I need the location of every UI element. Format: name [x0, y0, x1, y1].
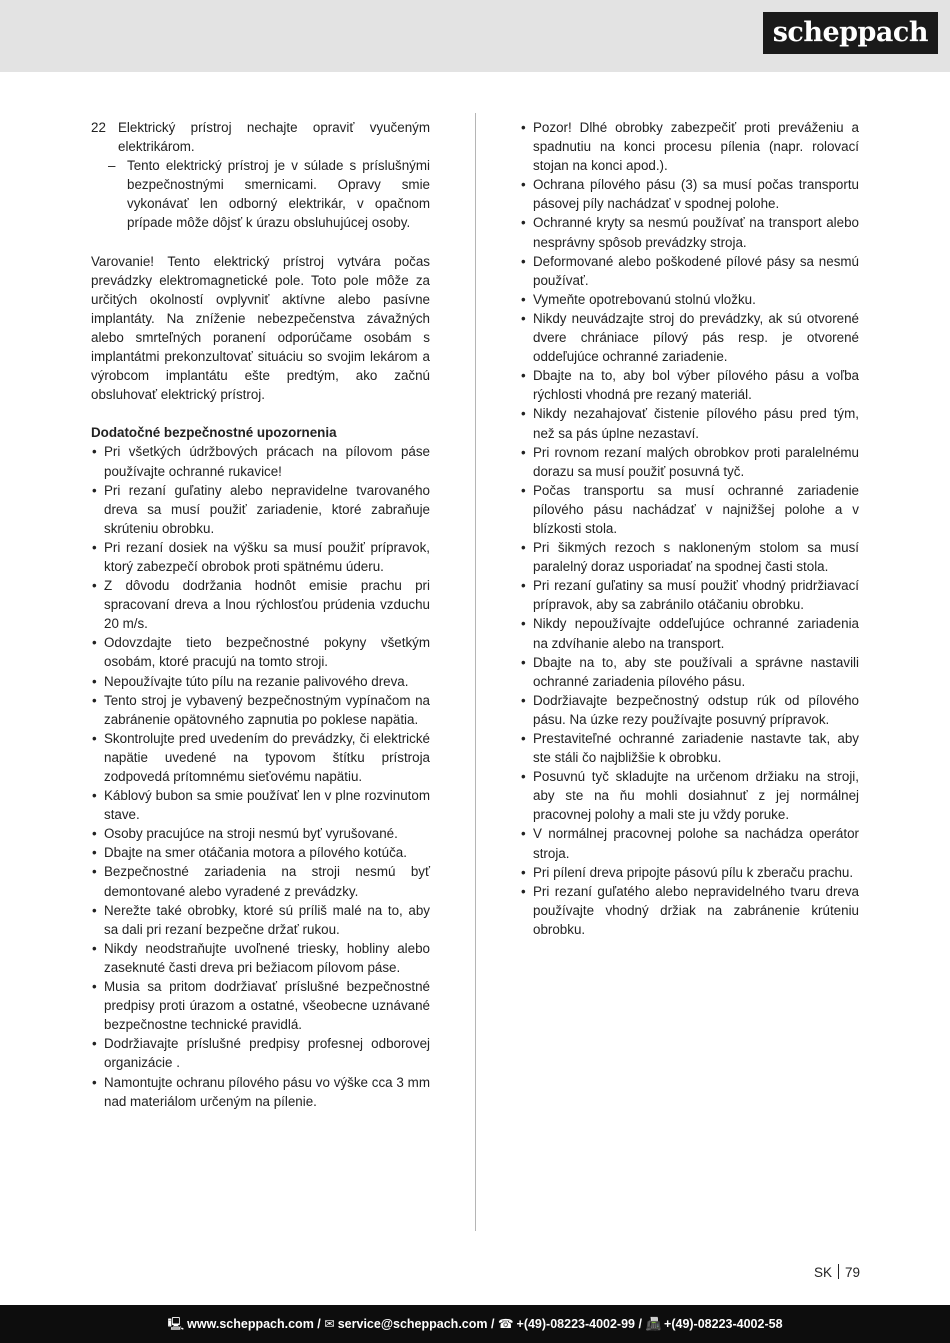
list-item: • Pri rovnom rezaní malých obrobkov proti paralelnému dorazu sa musí použiť posuvná tyč.	[520, 443, 859, 481]
list-item: • Namontujte ochranu pílového pásu vo výške cca 3 mm nad materiálom určeným na pílenie.	[91, 1073, 430, 1111]
list-item: • Posuvnú tyč skladujte na určenom držiaku na stroji, aby ste na ňu mohli dosiahnuť z jej normálnej pracovnej polohy a mali ste ju vždy poruke.	[520, 767, 859, 824]
list-item: • Nerežte také obrobky, ktoré sú príliš malé na to, aby sa dali pri rezaní bezpečne držať rukou.	[91, 901, 430, 939]
list-item: • Dbajte na to, aby bol výber pílového pásu a voľba rýchlosti vhodná pre rezaný materiál.	[520, 366, 859, 404]
warning-paragraph: Varovanie! Tento elektrický prístroj vytvára počas prevádzky elektromagnetické pole. Toto pole môže za určitých okolností ovplyvniť aktívne alebo pasívne implantáty. Na zníženie nebezpečenstva závažných alebo smrteľných poranení odporúčame osobám s implantátmi prekonzultovať situáciu so svojim lekárom a výrobcom implantátu ešte predtým, ako začnú obsluhovať elektrický prístroj.	[91, 253, 430, 403]
section-heading: Dodatočné bezpečnostné upozornenia	[91, 425, 337, 441]
list-item: • Prestaviteľné ochranné zariadenie nastavte tak, aby ste stáli čo najbližšie k obrobku.	[520, 729, 859, 767]
right-bullet-list	[520, 118, 859, 939]
dash-item	[91, 156, 430, 232]
left-column	[91, 118, 430, 1111]
language-code: SK	[813, 1265, 832, 1280]
right-column	[520, 118, 859, 939]
footer-website-link[interactable]: www.scheppach.com	[187, 1317, 314, 1331]
list-item: • Bezpečnostné zariadenia na stroji nesmú byť demontované alebo vyradené z prevádzky.	[91, 862, 430, 900]
list-item: • Káblový bubon sa smie používať len v plne rozvinutom stave.	[91, 786, 430, 824]
list-item: • Nikdy nezahajovať čistenie pílového pásu pred tým, než sa pás úplne nezastaví.	[520, 404, 859, 442]
left-bullet-list	[91, 442, 430, 1110]
list-item: • Pri pílení dreva pripojte pásovú pílu k zberaču prachu.	[520, 863, 859, 882]
list-item: • Osoby pracujúce na stroji nesmú byť vyrušované.	[91, 824, 430, 843]
phone-icon: ☎	[497, 1317, 514, 1331]
list-item: • Vymeňte opotrebovanú stolnú vložku.	[520, 290, 859, 309]
list-item: • Pri rezaní dosiek na výšku sa musí použiť prípravok, ktorý zabezpečí obrobok proti spätnému úderu.	[91, 538, 430, 576]
list-item: • Pri všetkých údržbových prácach na pílovom páse používajte ochranné rukavice!	[91, 442, 430, 480]
list-item: • Nikdy neodstraňujte uvoľnené triesky, hobliny alebo zaseknuté časti dreva pri bežiacom pílovom páse.	[91, 939, 430, 977]
footer-email-link[interactable]: service@scheppach.com	[337, 1317, 488, 1331]
list-item: • Pri rezaní guľatiny alebo nepravidelne tvarovaného dreva sa musí použiť zariadenie, ktoré zabraňuje skrúteniu obrobku.	[91, 481, 430, 538]
list-item: • Skontrolujte pred uvedením do prevádzky, či elektrické napätie uvedené na typovom štítku prístroja zodpovedá prítomnému sieťovému napätiu.	[91, 729, 430, 786]
list-item: • Pozor! Dlhé obrobky zabezpečiť proti preváženiu a spadnutiu na konci procesu pílenia (napr. rolovací stojan na konci apod.).	[520, 118, 859, 175]
list-item: • Ochranné kryty sa nesmú používať na transport alebo nesprávny spôsob prevádzky stroja.	[520, 213, 859, 251]
list-item: • Odovzdajte tieto bezpečnostné pokyny všetkým osobám, ktoré pracujú na tomto stroji.	[91, 633, 430, 671]
computer-icon: 🖳	[167, 1317, 185, 1331]
list-item: • Nikdy nepoužívajte oddeľujúce ochranné zariadenia na zdvíhanie alebo na transport.	[520, 614, 859, 652]
scheppach-logo: scheppach	[763, 12, 938, 54]
fax-icon: 📠	[645, 1317, 662, 1331]
list-item: • Dodržiavajte príslušné predpisy profesnej odborovej organizácie .	[91, 1034, 430, 1072]
list-item: • V normálnej pracovnej polohe sa nachádza operátor stroja.	[520, 824, 859, 862]
mail-icon: ✉	[324, 1317, 335, 1331]
list-item: • Počas transportu sa musí ochranné zariadenie pílového pásu nachádzať v najnižšej polohe a v blízkosti stola.	[520, 481, 859, 538]
page-number	[814, 1264, 860, 1280]
item-text: Elektrický prístroj nechajte opraviť vyučeným elektrikárom.	[118, 120, 430, 155]
list-item: • Ochrana pílového pásu (3) sa musí počas transportu pásovej píly nachádzať v spodnej polohe.	[520, 175, 859, 213]
list-item: • Pri šikmých rezoch s nakloneným stolom sa musí paralelný doraz usporiadať na spodnej časti stola.	[520, 538, 859, 576]
footer-phone: +(49)-08223-4002-99	[516, 1317, 636, 1331]
dash-item-text: Tento elektrický prístroj je v súlade s príslušnými bezpečnostnými smernicami. Opravy smie vykonávať len odborný elektrikár, v opačnom prípade môže dôjsť k úrazu obsluhujúcej osoby.	[127, 158, 430, 231]
item-number: 22	[91, 120, 106, 135]
numbered-item-22	[91, 118, 430, 156]
list-item: • Pri rezaní guľatiny sa musí použiť vhodný pridržiavací prípravok, aby sa zabránilo otáčaniu obrobku.	[520, 576, 859, 614]
list-item: • Nikdy neuvádzajte stroj do prevádzky, ak sú otvorené dvere chrániace pílový pás resp. je otvorené oddeľujúce ochranné zariadenie.	[520, 309, 859, 366]
list-item: • Dodržiavajte bezpečnostný odstup rúk od pílového pásu. Na úzke rezy používajte posuvný prípravok.	[520, 691, 859, 729]
list-item: • Dbajte na smer otáčania motora a pílového kotúča.	[91, 843, 430, 862]
list-item: • Z dôvodu dodržania hodnôt emisie prachu pri spracovaní dreva a lnou rýchlosťou prúdenia vzduchu 20 m/s.	[91, 576, 430, 633]
list-item: • Pri rezaní guľatého alebo nepravidelného tvaru dreva používajte vhodný držiak na zabránenie krúteniu obrobku.	[520, 882, 859, 939]
list-item: • Tento stroj je vybavený bezpečnostným vypínačom na zabránenie opätovného zapnutia po poklese napätia.	[91, 691, 430, 729]
header-bar	[0, 0, 950, 72]
page-number-value: 79	[844, 1265, 860, 1280]
list-item: • Nepoužívajte túto pílu na rezanie palivového dreva.	[91, 672, 430, 691]
list-item: • Musia sa pritom dodržiavať príslušné bezpečnostné predpisy proti úrazom a ostatné, všeobecne uznávané bezpečnostne technické pravidlá.	[91, 977, 430, 1034]
list-item: • Deformované alebo poškodené pílové pásy sa nesmú používať.	[520, 252, 859, 290]
dash-marker: –	[108, 158, 116, 174]
list-item: • Dbajte na to, aby ste používali a správne nastavili ochranné zariadenia pílového pásu.	[520, 653, 859, 691]
footer-bar: 🖳 www.scheppach.com / ✉ service@scheppach.com / ☎ +(49)-08223-4002-99 / 📠 +(49)-08223-4002-58	[0, 1305, 950, 1343]
footer-fax: +(49)-08223-4002-58	[664, 1317, 783, 1331]
column-divider	[475, 113, 476, 1231]
